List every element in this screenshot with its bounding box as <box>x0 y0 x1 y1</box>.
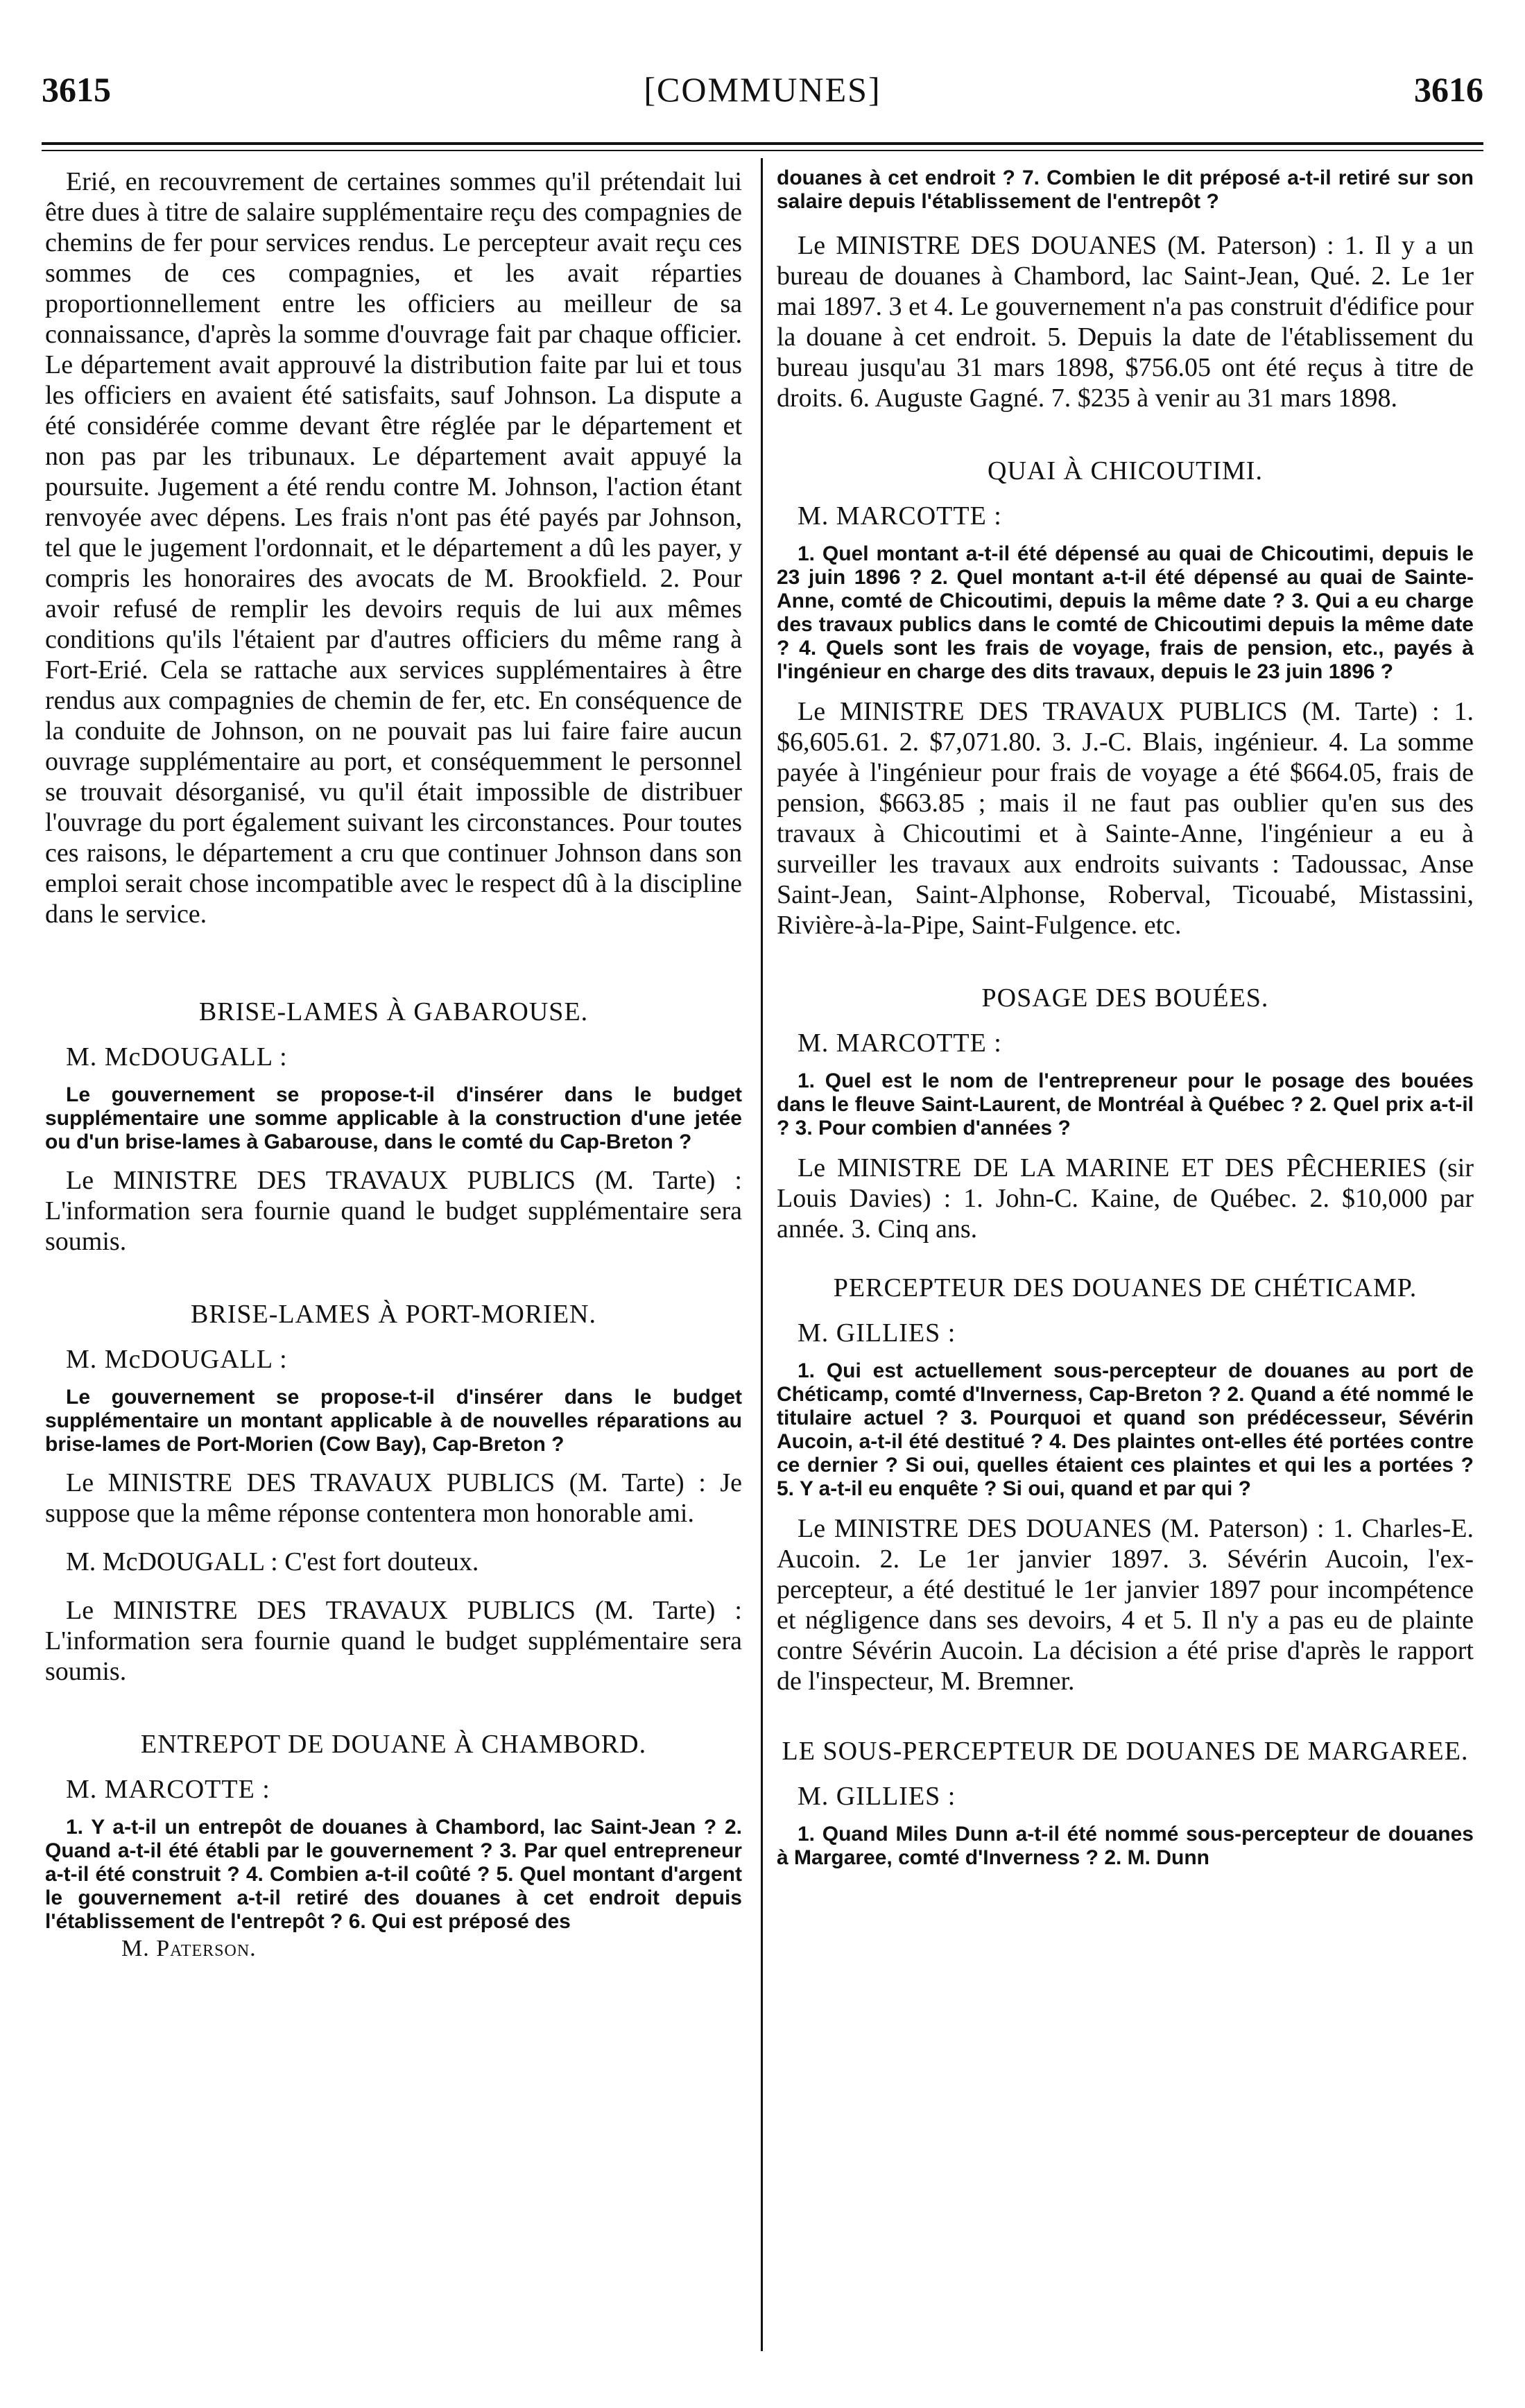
page-header <box>42 69 1483 118</box>
header-rule-thin <box>42 150 1483 151</box>
answer-text: Le MINISTRE DE LA MARINE ET DES PÊCHERIES (sir Louis Davies) : 1. John-C. Kaine, de Québec. 2. $10,000 par année. 3. Cinq ans. <box>777 1153 1474 1244</box>
question-text: 1. Quel montant a-t-il été dépensé au quai de Chicoutimi, depuis le 23 juin 1896 ? 2. Quel montant a-t-il été dépensé au quai de Sainte-Anne, comté de Chicoutimi, depuis la même date ? 3. Qui a eu charge des travaux publics dans le comté de Chicoutimi depuis la même date ? 4. Quels sont les frais de voyage, frais de pension, etc., payés à l'ingénieur en charge des dits travaux, depuis le 23 juin 1896 ? <box>777 542 1474 683</box>
page-number-right: 3616 <box>1414 70 1483 109</box>
speaker-name: M. MARCOTTE : <box>798 501 1002 531</box>
question-text: Le gouvernement se propose-t-il d'insérer dans le budget supplémentaire une somme applicable à la construction d'une jetée ou d'un brise-lames à Gabarouse, dans le comté du Cap-Breton ? <box>45 1083 742 1153</box>
signature: M. Paterson. <box>121 1936 257 1961</box>
answer-text: Le MINISTRE DES DOUANES (M. Paterson) : 1. Il y a un bureau de douanes à Chambord, lac Saint-Jean, Qué. 2. Le 1er mai 1897. 3 et 4. Le gouvernement n'a pas construit d'édifice pour la douane à cet endroit. 5. Depuis la date de l'établissement du bureau jusqu'au 31 mars 1898, $756.05 ont été reçus à titre de droits. 6. Auguste Gagné. 7. $235 à venir au 31 mars 1898. <box>777 231 1474 413</box>
section-heading: BRISE-LAMES À PORT-MORIEN. <box>191 1300 596 1329</box>
answer-text: Le MINISTRE DES TRAVAUX PUBLICS (M. Tarte) : L'information sera fournie quand le budget supplémentaire sera soumis. <box>45 1166 742 1256</box>
page-title: [COMMUNES] <box>644 70 881 109</box>
section-heading: ENTREPOT DE DOUANE À CHAMBORD. <box>140 1730 647 1759</box>
answer-text: Le MINISTRE DES DOUANES (M. Paterson) : 1. Charles-E. Aucoin. 2. Le 1er janvier 1897. 3. Sévérin Aucoin, l'ex-percepteur, a été destitué le 1er janvier 1897 pour incompétence et négligence dans ses devoirs, 4 et 5. Il n'y a pas eu de plainte contre Sévérin Aucoin. La décision a été prise d'après le rapport de l'inspecteur, M. Bremner. <box>777 1514 1474 1696</box>
speaker-name: M. GILLIES : <box>798 1318 956 1348</box>
question-text: 1. Y a-t-il un entrepôt de douanes à Chambord, lac Saint-Jean ? 2. Quand a-t-il été établi par le gouvernement ? 3. Par quel entrepreneur a-t-il été construit ? 4. Combien a-t-il coûté ? 5. Quel montant d'argent le gouvernement a-t-il retiré des douanes à cet endroit depuis l'établissement de l'entrepôt ? 6. Qui est préposé des <box>45 1816 742 1933</box>
section-heading: PERCEPTEUR DES DOUANES DE CHÉTICAMP. <box>833 1273 1418 1302</box>
question-text: 1. Qui est actuellement sous-percepteur de douanes au port de Chéticamp, comté d'Inverness, Cap-Breton ? 2. Quand a été nommé le titulaire actuel ? 3. Pourquoi et quand son prédécesseur, Sévérin Aucoin, a-t-il été destitué ? 4. Des plaintes ont-elles été portées contre ce dernier ? Si oui, quelles étaient ces plaintes et qui les a portées ? 5. Y a-t-il eu enquête ? Si oui, quand et par qui ? <box>777 1359 1474 1500</box>
answer-text: Le MINISTRE DES TRAVAUX PUBLICS (M. Tarte) : Je suppose que la même réponse contentera mon honorable ami. <box>45 1468 742 1528</box>
question-text: 1. Quel est le nom de l'entrepreneur pour le posage des bouées dans le fleuve Saint-Laurent, de Montréal à Québec ? 2. Quel prix a-t-il ? 3. Pour combien d'années ? <box>777 1069 1474 1140</box>
section-heading: QUAI À CHICOUTIMI. <box>988 456 1263 485</box>
section-heading: POSAGE DES BOUÉES. <box>981 983 1269 1013</box>
section-heading: BRISE-LAMES À GABAROUSE. <box>198 997 589 1026</box>
answer-text: Le MINISTRE DES TRAVAUX PUBLICS (M. Tarte) : L'information sera fournie quand le budget supplémentaire sera soumis. <box>45 1596 742 1686</box>
right-column <box>777 166 1474 2351</box>
answer-text: M. McDOUGALL : C'est fort douteux. <box>66 1547 479 1576</box>
speaker-name: M. MARCOTTE : <box>66 1775 270 1804</box>
question-text: douanes à cet endroit ? 7. Combien le dit préposé a-t-il retiré sur son salaire depuis l'établissement de l'entrepôt ? <box>777 166 1474 213</box>
header-rule-thick <box>42 142 1483 145</box>
left-column <box>45 166 742 2351</box>
page-number-left: 3615 <box>42 70 111 109</box>
answer-text: Le MINISTRE DES TRAVAUX PUBLICS (M. Tarte) : 1. $6,605.61. 2. $7,071.80. 3. J.-C. Blais, ingénieur. 4. La somme payée à l'ingénieur pour frais de voyage a été $664.05, frais de pension, $663.85 ; mais il ne faut pas oublier qu'en sus des travaux à Chicoutimi et à Sainte-Anne, l'ingénieur a eu à surveiller les travaux aux endroits suivants : Tadoussac, Anse Saint-Jean, Saint-Alphonse, Roberval, Ticouabé, Mistassini, Rivière-à-la-Pipe, Saint-Fulgence. etc. <box>777 697 1474 940</box>
speaker-name: M. MARCOTTE : <box>798 1029 1002 1058</box>
section-heading: LE SOUS-PERCEPTEUR DE DOUANES DE MARGAREE. <box>782 1737 1469 1766</box>
speaker-name: M. GILLIES : <box>798 1782 956 1811</box>
paragraph: Erié, en recouvrement de certaines sommes qu'il prétendait lui être dues à titre de salaire supplémentaire reçu des compagnies de chemins de fer pour services rendus. Le percepteur avait reçu ces sommes de ces compagnies, et les avait réparties proportionnellement entre les officiers au meilleur de sa connaissance, d'après la somme d'ouvrage fait par chaque officier. Le département avait approuvé la distribution faite par lui et tous les officiers en avaient été satisfaits, sauf Johnson. La dispute a été considérée comme devant être réglée par le département et non pas par les tribunaux. Le département avait appuyé la poursuite. Jugement a été rendu contre M. Johnson, l'action étant renvoyée avec dépens. Les frais n'ont pas été payés par Johnson, tel que le jugement l'ordonnait, et le département a dû les payer, y compris les honoraires des avocats de M. Brookfield. 2. Pour avoir refusé de remplir les devoirs requis de lui aux mêmes conditions qu'ils l'étaient par d'autres officiers du même rang à Fort-Erié. Cela se rattache aux services supplémentaires à être rendus aux compagnies de chemin de fer, etc. En conséquence de la conduite de Johnson, on ne pouvait pas lui faire faire aucun ouvrage supplémentaire au port, et conséquemment le personnel se trouvait désorganisé, vu qu'il était impossible de distribuer l'ouvrage du port également suivant les circonstances. Pour toutes ces raisons, le département a cru que continuer Johnson dans son emploi serait chose incompatible avec le respect dû à la discipline dans le service. <box>45 167 742 929</box>
speaker-name: M. McDOUGALL : <box>66 1345 288 1374</box>
column-divider <box>761 158 763 2351</box>
speaker-name: M. McDOUGALL : <box>66 1042 288 1072</box>
question-text: 1. Quand Miles Dunn a-t-il été nommé sous-percepteur de douanes à Margaree, comté d'Inverness ? 2. M. Dunn <box>777 1823 1474 1869</box>
question-text: Le gouvernement se propose-t-il d'insérer dans le budget supplémentaire un montant applicable à de nouvelles réparations au brise-lames de Port-Morien (Cow Bay), Cap-Breton ? <box>45 1386 742 1456</box>
